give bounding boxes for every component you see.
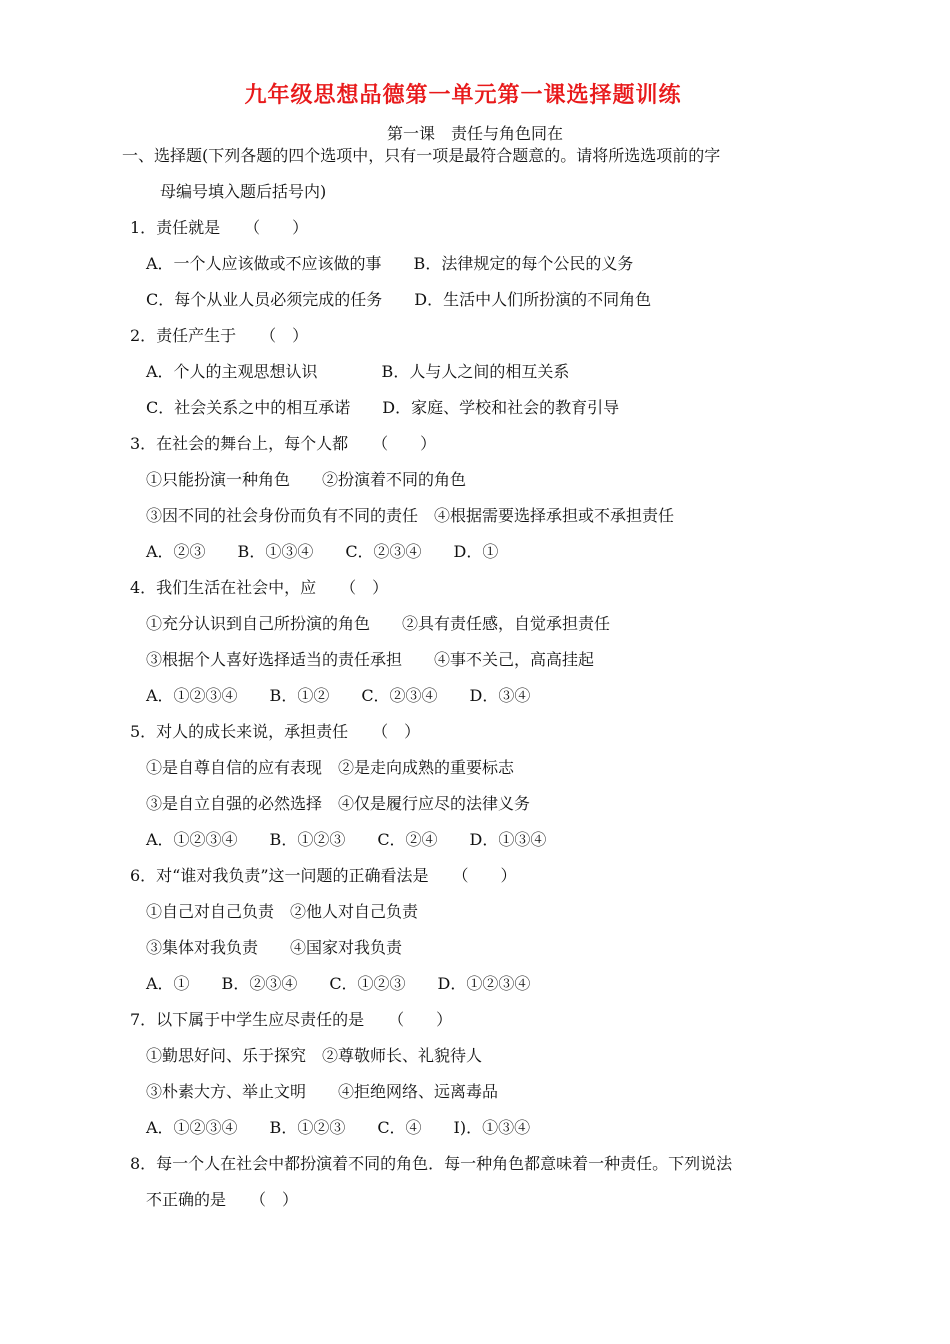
question-2-stem: 2．责任产生于 （ ）: [130, 326, 309, 345]
question-2-options-row-1: A．个人的主观思想认识 B．人与人之间的相互关系: [146, 362, 570, 381]
question-3-statements-row-1: ①只能扮演一种角色 ②扮演着不同的角色: [146, 470, 467, 489]
lesson-subtitle: 第一课 责任与角色同在: [386, 124, 563, 143]
question-5-statements-row-1: ①是自尊自信的应有表现 ②是走向成熟的重要标志: [146, 758, 515, 777]
question-8-stem: 8．每一个人在社会中都扮演着不同的角色．每一种角色都意味着一种责任。下列说法: [130, 1154, 733, 1173]
question-3-statements-row-2: ③因不同的社会身份而负有不同的责任 ④根据需要选择承担或不承担责任: [146, 506, 675, 525]
question-4-stem: 4．我们生活在社会中，应 （ ）: [130, 578, 389, 597]
question-7-statements-row-1: ①勤思好问、乐于探究 ②尊敬师长、礼貌待人: [146, 1046, 483, 1065]
question-5-statements-row-2: ③是自立自强的必然选择 ④仅是履行应尽的法律义务: [146, 794, 531, 813]
question-5-options: A．①②③④ B．①②③ C．②④ D．①③④: [146, 830, 547, 849]
question-1-options-row-2: C．每个从业人员必须完成的任务 D．生活中人们所扮演的不同角色: [146, 290, 652, 309]
question-6-statements-row-1: ①自己对自己负责 ②他人对自己负责: [146, 902, 419, 921]
question-2-options-row-2: C．社会关系之中的相互承诺 D．家庭、学校和社会的教育引导: [146, 398, 620, 417]
question-7-statements-row-2: ③朴素大方、举止文明 ④拒绝网络、远离毒品: [146, 1082, 499, 1101]
question-7-stem: 7．以下属于中学生应尽责任的是 （ ）: [130, 1010, 453, 1029]
question-4-options: A．①②③④ B．①② C．②③④ D．③④: [146, 686, 531, 705]
document-title: 九年级思想品德第一单元第一课选择题训练: [244, 83, 682, 108]
question-1-options-row-1: A．一个人应该做或不应该做的事 B．法律规定的每个公民的义务: [146, 254, 634, 273]
question-3-stem: 3．在社会的舞台上，每个人都 （ ）: [130, 434, 437, 453]
question-1-stem: 1．责任就是 （ ）: [130, 218, 309, 237]
question-8-stem-continued: 不正确的是 （ ）: [146, 1190, 299, 1209]
question-4-statements-row-2: ③根据个人喜好选择适当的责任承担 ④事不关己，高高挂起: [146, 650, 595, 669]
question-5-stem: 5．对人的成长来说，承担责任 （ ）: [130, 722, 421, 741]
question-6-options: A．① B．②③④ C．①②③ D．①②③④: [146, 974, 531, 993]
question-6-stem: 6．对“谁对我负责”这一问题的正确看法是 （ ）: [130, 866, 517, 885]
question-6-statements-row-2: ③集体对我负责 ④国家对我负责: [146, 938, 403, 957]
question-7-options: A．①②③④ B．①②③ C．④ I)．①③④: [146, 1118, 531, 1137]
question-3-options: A．②③ B．①③④ C．②③④ D．①: [146, 542, 499, 561]
instructions-line-2: 母编号填入题后括号内): [160, 182, 327, 201]
question-4-statements-row-1: ①充分认识到自己所扮演的角色 ②具有责任感，自觉承担责任: [146, 614, 611, 633]
instructions-line-1: 一、选择题(下列各题的四个选项中，只有一项是最符合题意的。请将所选选项前的字: [122, 146, 721, 165]
